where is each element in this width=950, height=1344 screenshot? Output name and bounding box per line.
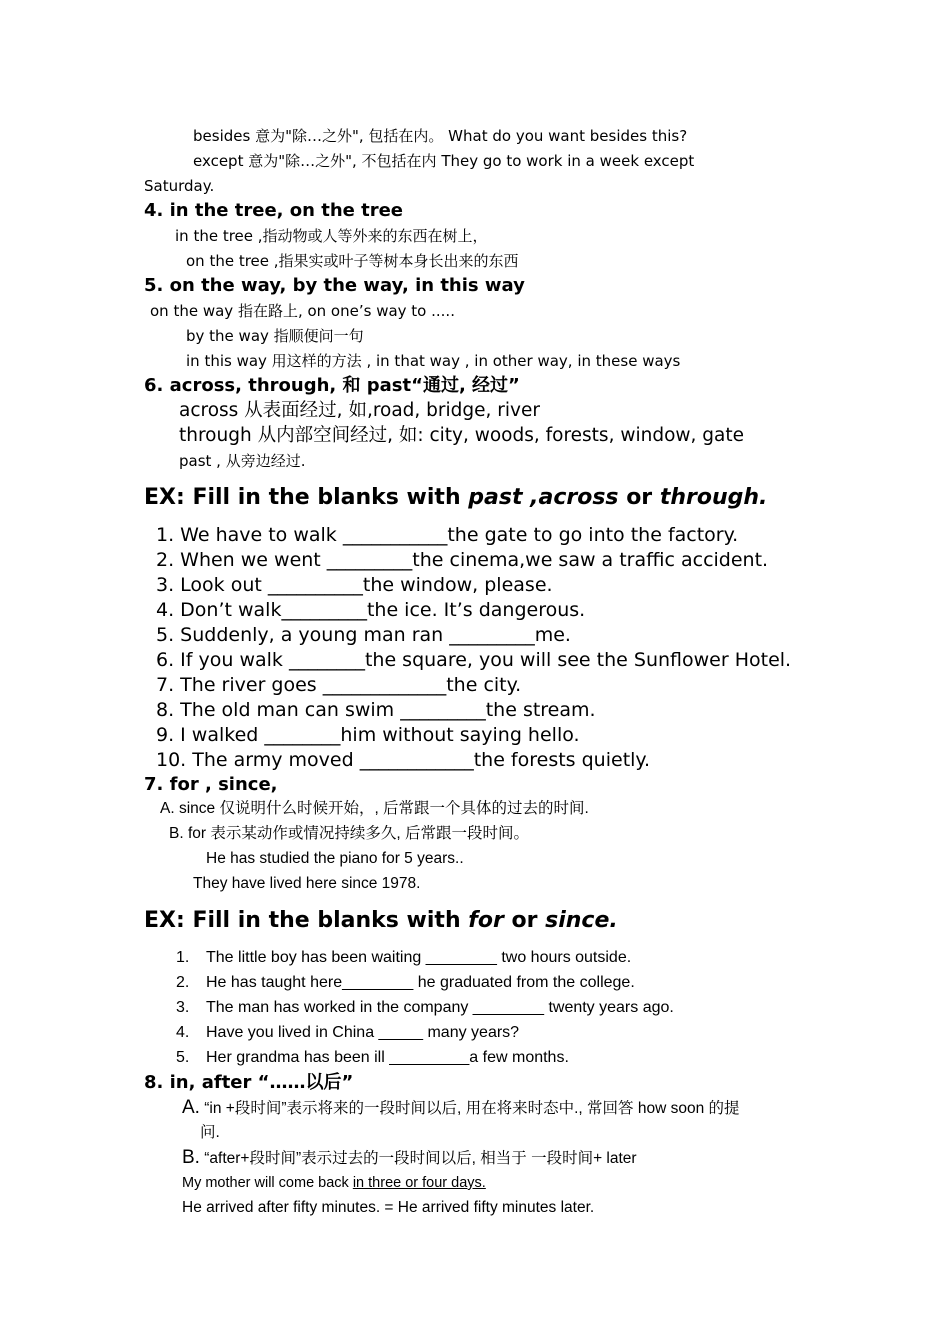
except-line: except 意为"除…之外", 不包括在内 They go to work in a week except: [193, 152, 695, 170]
item-number: 1.: [176, 949, 190, 966]
exercise-2-heading-word-1: for: [468, 908, 504, 933]
exercise-1-heading: [144, 484, 767, 512]
exercise-1-heading-mid: or: [618, 485, 660, 510]
exercise-2-item: [176, 1047, 569, 1069]
exercise-2-heading-prefix: EX: Fill in the blanks with: [144, 908, 469, 933]
section-8-point-b: [182, 1147, 637, 1170]
item-text: The little boy has been waiting ________ two hours outside.: [206, 949, 632, 966]
exercise-1-heading-word-2: through.: [659, 485, 768, 510]
exercise-1-item: 6. If you walk ________the square, you will see the Sunflower Hotel.: [156, 649, 792, 671]
item-text: Her grandma has been ill _________a few months.: [206, 1049, 569, 1066]
exercise-1-heading-word-1: past ,across: [468, 485, 619, 510]
exercise-1-item: 8. The old man can swim _________the stream.: [156, 699, 596, 721]
point-text: “in +段时间”表示将来的一段时间以后, 用在将来时态中., 常回答 how soon 的提: [199, 1100, 740, 1117]
section-6-line-1: across 从表面经过, 如,road, bridge, river: [179, 400, 540, 421]
section-7-example-1: He has studied the piano for 5 years..: [206, 850, 464, 867]
section-8-point-a: [182, 1097, 740, 1120]
besides-line: besides 意为"除…之外", 包括在内。 What do you want besides this?: [193, 127, 688, 145]
section-8-example-1: [182, 1172, 486, 1194]
item-number: 5.: [176, 1049, 190, 1066]
point-text: “after+段时间”表示过去的一段时间以后, 相当于 一段时间+ later: [199, 1150, 637, 1167]
section-6-line-2: through 从内部空间经过, 如: city, woods, forests, window, gate: [179, 425, 745, 446]
exercise-2-item: [176, 997, 674, 1019]
exercise-1-item: 10. The army moved ____________the forests quietly.: [156, 749, 650, 771]
section-4-heading: 4. in the tree, on the tree: [144, 200, 404, 221]
section-7-heading: 7. for , since,: [144, 774, 278, 795]
section-8-point-a-cont: 问.: [200, 1124, 220, 1141]
item-text: The man has worked in the company ________ twenty years ago.: [206, 999, 674, 1016]
exercise-2-item: [176, 1022, 519, 1044]
exercise-1-item: 7. The river goes _____________the city.: [156, 674, 522, 696]
section-7-point-a: A. since 仅说明什么时候开始，, 后常跟一个具体的过去的时间.: [160, 800, 589, 817]
item-number: 2.: [176, 974, 190, 991]
item-number: 4.: [176, 1024, 190, 1041]
exercise-2-heading: [144, 907, 618, 935]
section-5-heading: 5. on the way, by the way, in this way: [144, 275, 525, 296]
section-4-line-2: on the tree ,指果实或叶子等树本身长出来的东西: [186, 252, 519, 270]
section-8-example-2: He arrived after fifty minutes. = He arrived fifty minutes later.: [182, 1199, 595, 1216]
section-5-line-1: on the way 指在路上, on one’s way to .....: [150, 302, 455, 320]
section-8-heading: 8. in, after “……以后”: [144, 1072, 354, 1093]
exercise-2-item: [176, 972, 635, 994]
section-6-line-3: past , 从旁边经过.: [179, 452, 306, 470]
example-underlined: in three or four days.: [352, 1175, 486, 1191]
exercise-1-item: 2. When we went _________the cinema,we saw a traffic accident.: [156, 549, 769, 571]
item-text: He has taught here________ he graduated from the college.: [206, 974, 635, 991]
point-letter: A.: [182, 1097, 200, 1118]
exercise-1-item: 4. Don’t walk_________the ice. It’s dangerous.: [156, 599, 586, 621]
section-5-line-2: by the way 指顺便问一句: [186, 327, 364, 345]
section-6-heading: 6. across, through, 和 past“通过, 经过”: [144, 375, 520, 396]
example-text: My mother will come back: [182, 1175, 353, 1191]
item-number: 3.: [176, 999, 190, 1016]
exercise-1-item: 5. Suddenly, a young man ran _________me.: [156, 624, 571, 646]
exercise-2-item: [176, 947, 631, 969]
point-letter: B.: [182, 1147, 200, 1168]
except-line-cont: Saturday.: [144, 177, 215, 195]
exercise-1-item: 3. Look out __________the window, please.: [156, 574, 553, 596]
exercise-1-item: 1. We have to walk ___________the gate to go into the factory.: [156, 524, 739, 546]
section-7-point-b: B. for 表示某动作或情况持续多久, 后常跟一段时间。: [169, 825, 529, 842]
exercise-1-heading-prefix: EX: Fill in the blanks with: [144, 485, 469, 510]
section-7-example-2: They have lived here since 1978.: [193, 875, 421, 892]
exercise-2-heading-mid: or: [503, 908, 546, 933]
exercise-2-heading-word-2: since.: [545, 908, 618, 933]
section-5-line-3: in this way 用这样的方法 , in that way , in other way, in these ways: [186, 352, 681, 370]
section-4-line-1: in the tree ,指动物或人等外来的东西在树上，: [175, 227, 488, 245]
exercise-1-item: 9. I walked ________him without saying hello.: [156, 724, 580, 746]
item-text: Have you lived in China _____ many years?: [206, 1024, 520, 1041]
